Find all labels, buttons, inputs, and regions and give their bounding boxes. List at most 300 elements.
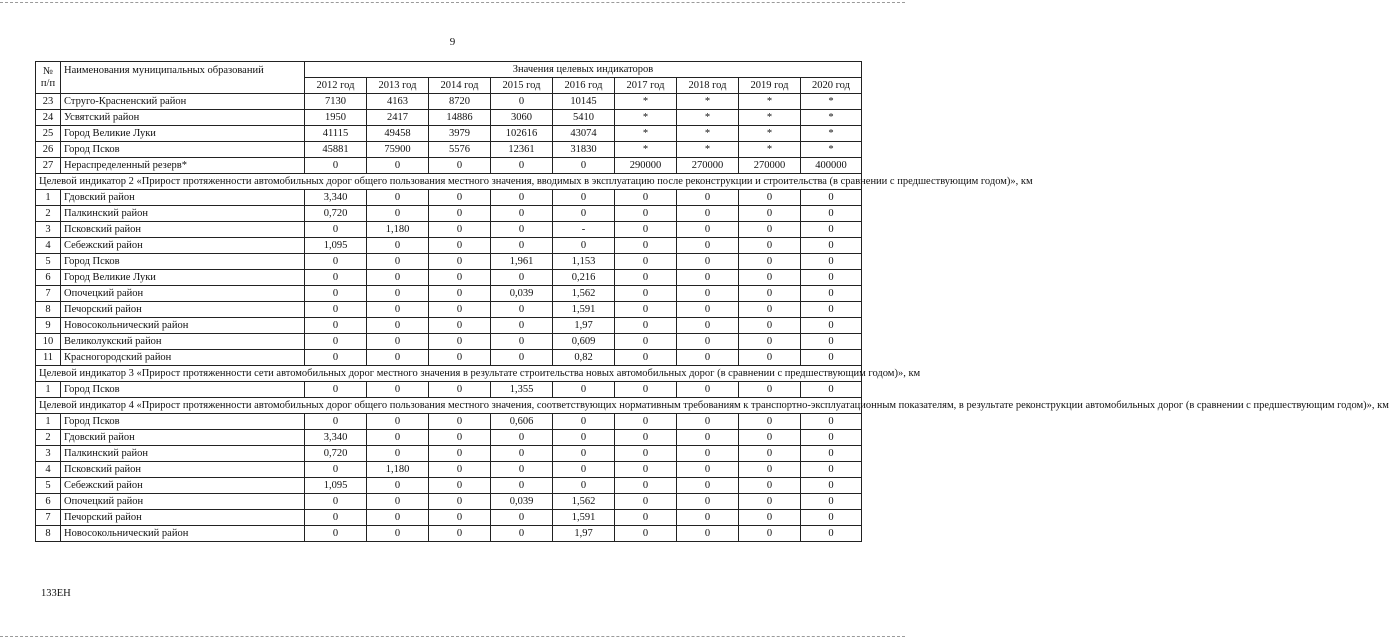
indicator-value: 0: [739, 414, 801, 430]
indicator-value: 0: [739, 286, 801, 302]
indicator-value: 0: [677, 286, 739, 302]
indicator-value: 0: [553, 158, 615, 174]
indicator-value: 0,039: [491, 286, 553, 302]
indicator-value: 0: [367, 414, 429, 430]
table-row: [36, 334, 862, 350]
indicator-value: 0: [801, 206, 862, 222]
indicator-value: 0: [491, 430, 553, 446]
municipality-name: Псковский район: [61, 462, 305, 478]
indicator-value: 0: [615, 446, 677, 462]
indicator-value: *: [801, 110, 862, 126]
indicator-value: *: [615, 142, 677, 158]
row-number: 3: [36, 446, 61, 462]
indicator-value: 0: [677, 478, 739, 494]
scan-edge-top: [0, 2, 905, 3]
indicator-value: 1,961: [491, 254, 553, 270]
indicator-value: 5410: [553, 110, 615, 126]
indicator-value: *: [677, 110, 739, 126]
indicator-value: 0: [553, 414, 615, 430]
indicator-value: 270000: [739, 158, 801, 174]
indicator-value: 0: [305, 382, 367, 398]
row-number: 1: [36, 190, 61, 206]
municipality-name: Опочецкий район: [61, 286, 305, 302]
indicator-value: 8720: [429, 94, 491, 110]
indicator-value: 0: [801, 430, 862, 446]
table-row: [36, 190, 862, 206]
indicator-value: 4163: [367, 94, 429, 110]
municipality-name: Город Псков: [61, 142, 305, 158]
row-number: 23: [36, 94, 61, 110]
indicator-value: 400000: [801, 158, 862, 174]
indicator-value: 0: [429, 350, 491, 366]
indicator-value: 0: [677, 510, 739, 526]
indicator-value: 5576: [429, 142, 491, 158]
indicator-value: *: [677, 142, 739, 158]
table-row: [36, 222, 862, 238]
indicator-value: 0: [367, 254, 429, 270]
municipality-name: Гдовский район: [61, 430, 305, 446]
header-year: 2017 год: [615, 78, 677, 94]
indicator-value: 0: [801, 190, 862, 206]
indicator-value: 0: [367, 446, 429, 462]
row-number: 10: [36, 334, 61, 350]
indicator-value: 1950: [305, 110, 367, 126]
indicator-value: 0: [429, 318, 491, 334]
indicator-value: 0: [677, 446, 739, 462]
row-number: 3: [36, 222, 61, 238]
table-row: [36, 254, 862, 270]
indicator-value: 0: [615, 414, 677, 430]
indicator-value: 2417: [367, 110, 429, 126]
section-title: Целевой индикатор 3 «Прирост протяженности сети автомобильных дорог местного значения в результате строительства новых автомобильных дорог (в сравнении с предшествующим годом)», км: [36, 366, 862, 382]
indicator-value: 0: [739, 446, 801, 462]
indicator-value: 0: [739, 222, 801, 238]
indicator-value: 0: [615, 526, 677, 542]
indicator-value: 0: [553, 430, 615, 446]
indicator-value: 0: [801, 302, 862, 318]
table-row: [36, 446, 862, 462]
row-number: 6: [36, 494, 61, 510]
indicator-value: 0: [305, 462, 367, 478]
indicator-value: 1,153: [553, 254, 615, 270]
indicator-value: 1,562: [553, 494, 615, 510]
indicator-value: 0: [305, 494, 367, 510]
indicator-value: 0: [491, 206, 553, 222]
indicator-value: 0: [739, 206, 801, 222]
indicator-value: 3979: [429, 126, 491, 142]
indicator-value: 1,97: [553, 318, 615, 334]
indicator-value: 0: [801, 382, 862, 398]
indicator-value: 0: [367, 494, 429, 510]
table-row: [36, 110, 862, 126]
header-year: 2020 год: [801, 78, 862, 94]
indicator-value: 0: [615, 270, 677, 286]
indicator-value: 0: [429, 382, 491, 398]
indicator-value: 0: [739, 494, 801, 510]
indicator-value: 0: [677, 238, 739, 254]
indicator-value: 0,82: [553, 350, 615, 366]
indicator-value: 1,591: [553, 510, 615, 526]
indicator-value: 0: [739, 254, 801, 270]
indicator-value: 0: [305, 334, 367, 350]
indicator-value: 0: [677, 430, 739, 446]
indicator-value: 0: [491, 302, 553, 318]
row-number: 2: [36, 206, 61, 222]
header-year: 2013 год: [367, 78, 429, 94]
indicator-value: 0: [305, 318, 367, 334]
row-number: 7: [36, 286, 61, 302]
indicator-value: 41115: [305, 126, 367, 142]
row-number: 9: [36, 318, 61, 334]
indicator-value: 102616: [491, 126, 553, 142]
indicator-value: 0: [429, 190, 491, 206]
indicator-value: 0: [801, 350, 862, 366]
municipality-name: Великолукский район: [61, 334, 305, 350]
indicator-value: 0: [615, 462, 677, 478]
indicator-value: 0: [615, 302, 677, 318]
indicator-value: 0: [429, 446, 491, 462]
indicator-value: 0: [367, 286, 429, 302]
indicator-value: 0: [429, 158, 491, 174]
table-row: [36, 126, 862, 142]
indicator-value: 0: [615, 350, 677, 366]
indicator-value: 1,591: [553, 302, 615, 318]
indicator-value: 0: [429, 334, 491, 350]
indicator-value: 0: [615, 334, 677, 350]
row-number: 5: [36, 478, 61, 494]
indicator-value: 0: [491, 350, 553, 366]
municipality-name: Город Великие Луки: [61, 270, 305, 286]
scan-edge-bottom: [0, 636, 905, 637]
indicator-value: 1,180: [367, 462, 429, 478]
indicator-value: 0: [615, 206, 677, 222]
indicator-value: 3,340: [305, 190, 367, 206]
indicator-value: 0: [615, 494, 677, 510]
municipality-name: Усвятский район: [61, 110, 305, 126]
table-row: [36, 238, 862, 254]
table-row: [36, 158, 862, 174]
indicator-value: 0: [429, 222, 491, 238]
indicator-value: 0: [801, 222, 862, 238]
indicator-value: 0: [615, 190, 677, 206]
indicator-value: 0: [677, 462, 739, 478]
municipality-name: Красногородский район: [61, 350, 305, 366]
indicator-value: 0: [677, 270, 739, 286]
indicator-value: 0: [491, 94, 553, 110]
indicator-value: *: [739, 126, 801, 142]
indicator-value: *: [677, 126, 739, 142]
indicator-value: 0: [739, 334, 801, 350]
indicator-value: 0: [553, 446, 615, 462]
header-year: 2014 год: [429, 78, 491, 94]
indicator-value: 0: [677, 414, 739, 430]
indicator-value: 0: [739, 302, 801, 318]
indicator-value: 0: [677, 494, 739, 510]
indicator-value: 0: [801, 286, 862, 302]
header-year: 2019 год: [739, 78, 801, 94]
indicator-value: 0: [305, 270, 367, 286]
indicator-value: 0: [615, 318, 677, 334]
indicator-value: 0,720: [305, 446, 367, 462]
indicator-value: 0: [305, 222, 367, 238]
row-number: 27: [36, 158, 61, 174]
indicators-table: [35, 61, 1389, 542]
table-row: [36, 478, 862, 494]
header-year: 2012 год: [305, 78, 367, 94]
indicator-value: 0: [491, 190, 553, 206]
indicator-value: 0: [491, 158, 553, 174]
indicator-value: 0: [305, 254, 367, 270]
indicator-value: 0: [429, 462, 491, 478]
row-number: 25: [36, 126, 61, 142]
municipality-name: Себежский район: [61, 238, 305, 254]
indicator-value: 75900: [367, 142, 429, 158]
row-number: 7: [36, 510, 61, 526]
indicator-value: 1,095: [305, 238, 367, 254]
indicator-value: 0: [367, 318, 429, 334]
indicator-value: 0: [553, 206, 615, 222]
municipality-name: Гдовский район: [61, 190, 305, 206]
header-year: 2018 год: [677, 78, 739, 94]
indicator-value: 0: [801, 238, 862, 254]
row-number: 11: [36, 350, 61, 366]
indicator-value: 0: [553, 190, 615, 206]
indicator-value: 10145: [553, 94, 615, 110]
table-row: [36, 382, 862, 398]
indicator-value: 0,720: [305, 206, 367, 222]
table-body: [36, 94, 1389, 542]
indicator-value: *: [801, 94, 862, 110]
indicator-value: 43074: [553, 126, 615, 142]
indicator-value: 0: [615, 222, 677, 238]
indicator-value: *: [615, 126, 677, 142]
indicator-value: 0: [801, 446, 862, 462]
indicator-value: 0: [367, 334, 429, 350]
indicator-value: 0: [429, 286, 491, 302]
indicator-value: 0: [367, 206, 429, 222]
indicator-value: 0: [553, 238, 615, 254]
indicator-value: 3060: [491, 110, 553, 126]
indicator-value: 0,606: [491, 414, 553, 430]
indicator-value: 0: [429, 254, 491, 270]
indicator-value: 1,180: [367, 222, 429, 238]
section-title-row: [36, 398, 862, 414]
municipality-name: Город Псков: [61, 382, 305, 398]
indicator-value: 45881: [305, 142, 367, 158]
indicator-value: 0: [615, 510, 677, 526]
indicator-value: 0: [305, 286, 367, 302]
table-row: [36, 414, 862, 430]
indicator-value: 0,216: [553, 270, 615, 286]
indicator-value: 0: [491, 238, 553, 254]
indicator-value: 0: [429, 526, 491, 542]
indicator-value: 7130: [305, 94, 367, 110]
indicator-value: 0: [615, 382, 677, 398]
table-row: [36, 350, 862, 366]
municipality-name: Новосокольнический район: [61, 318, 305, 334]
indicator-value: *: [615, 94, 677, 110]
indicator-value: 0: [677, 190, 739, 206]
municipality-name: Печорский район: [61, 302, 305, 318]
indicator-value: 0: [491, 222, 553, 238]
indicator-value: 0: [367, 478, 429, 494]
table-row: [36, 430, 862, 446]
header-name: Наименования муниципальных образований: [61, 62, 305, 94]
indicator-value: 0: [801, 254, 862, 270]
indicator-value: 31830: [553, 142, 615, 158]
indicator-value: 0: [429, 302, 491, 318]
indicator-value: 270000: [677, 158, 739, 174]
municipality-name: Нераспределенный резерв*: [61, 158, 305, 174]
indicator-value: 0,609: [553, 334, 615, 350]
table-row: [36, 526, 862, 542]
indicator-value: 0: [615, 254, 677, 270]
indicator-value: 0: [429, 414, 491, 430]
indicator-value: 0: [491, 462, 553, 478]
indicator-value: 0: [491, 478, 553, 494]
indicator-value: 49458: [367, 126, 429, 142]
indicator-value: 0: [739, 238, 801, 254]
municipality-name: Опочецкий район: [61, 494, 305, 510]
indicator-value: *: [615, 110, 677, 126]
row-number: 6: [36, 270, 61, 286]
indicator-value: 0: [615, 286, 677, 302]
row-number: 1: [36, 414, 61, 430]
indicator-value: 0: [615, 430, 677, 446]
indicator-value: 0: [677, 254, 739, 270]
table-row: [36, 206, 862, 222]
row-number: 4: [36, 238, 61, 254]
indicator-value: 1,095: [305, 478, 367, 494]
indicator-value: 0: [739, 478, 801, 494]
indicator-value: 0: [429, 494, 491, 510]
indicator-value: 0: [801, 334, 862, 350]
indicator-value: 0: [801, 414, 862, 430]
indicator-value: 1,562: [553, 286, 615, 302]
indicator-value: 290000: [615, 158, 677, 174]
indicator-value: 0: [367, 190, 429, 206]
row-number: 2: [36, 430, 61, 446]
indicator-value: 0: [367, 430, 429, 446]
header-year: 2016 год: [553, 78, 615, 94]
indicator-value: 0: [739, 430, 801, 446]
indicator-value: 0: [615, 238, 677, 254]
indicator-value: 0: [677, 382, 739, 398]
indicator-value: 0: [677, 318, 739, 334]
indicator-value: 0: [801, 510, 862, 526]
indicator-value: 14886: [429, 110, 491, 126]
table-row: [36, 462, 862, 478]
row-number: 24: [36, 110, 61, 126]
indicator-value: 0: [553, 478, 615, 494]
indicator-value: 0: [429, 510, 491, 526]
indicator-value: 0: [491, 334, 553, 350]
section-title: Целевой индикатор 2 «Прирост протяженности автомобильных дорог общего пользования местного значения, вводимых в эксплуатацию после реконструкции и строительства (в сравнении с предшествующим годом)», км: [36, 174, 862, 190]
municipality-name: Себежский район: [61, 478, 305, 494]
indicator-value: 0: [801, 526, 862, 542]
indicator-value: 0: [305, 510, 367, 526]
municipality-name: Палкинский район: [61, 446, 305, 462]
indicator-value: 0: [491, 526, 553, 542]
indicator-value: 0: [801, 478, 862, 494]
municipality-name: Новосокольнический район: [61, 526, 305, 542]
indicator-value: 0: [305, 158, 367, 174]
table-row: [36, 142, 862, 158]
indicator-value: 0: [367, 382, 429, 398]
indicator-value: 0: [367, 510, 429, 526]
row-number: 4: [36, 462, 61, 478]
section-title-row: [36, 366, 862, 382]
indicator-value: 0: [677, 222, 739, 238]
indicator-value: 1,97: [553, 526, 615, 542]
indicator-value: 0: [367, 158, 429, 174]
indicator-value: *: [801, 142, 862, 158]
indicator-value: 0: [429, 270, 491, 286]
indicator-value: 0: [801, 462, 862, 478]
municipality-name: Псковский район: [61, 222, 305, 238]
indicator-value: 0: [367, 350, 429, 366]
indicator-value: 0: [367, 302, 429, 318]
section-title: Целевой индикатор 4 «Прирост протяженности автомобильных дорог общего пользования местного значения, соответствующих нормативным требованиям к транспортно-эксплуатационным показателям, в результате реконструкции автомобильных дорог (в сравнении с предшествующим годом)», км: [36, 398, 862, 414]
indicator-value: *: [801, 126, 862, 142]
municipality-name: Палкинский район: [61, 206, 305, 222]
indicator-value: *: [739, 94, 801, 110]
indicator-value: 0: [429, 206, 491, 222]
indicator-value: 0: [739, 270, 801, 286]
indicator-value: 0: [801, 318, 862, 334]
indicator-value: 0: [367, 270, 429, 286]
indicator-value: 0: [677, 334, 739, 350]
indicator-value: -: [553, 222, 615, 238]
indicator-value: 0: [677, 206, 739, 222]
indicator-value: 0: [677, 526, 739, 542]
header-num: № п/п: [36, 62, 61, 94]
section-title-row: [36, 174, 862, 190]
indicator-value: 0: [367, 238, 429, 254]
municipality-name: Город Псков: [61, 254, 305, 270]
table-row: [36, 494, 862, 510]
table-row: [36, 286, 862, 302]
indicator-value: *: [739, 142, 801, 158]
indicator-value: 0: [739, 318, 801, 334]
indicator-value: 3,340: [305, 430, 367, 446]
indicator-value: 0: [739, 510, 801, 526]
indicator-value: *: [739, 110, 801, 126]
indicator-value: 0: [305, 302, 367, 318]
indicator-value: 0,039: [491, 494, 553, 510]
indicator-value: 0: [739, 382, 801, 398]
municipality-name: Печорский район: [61, 510, 305, 526]
indicator-value: 0: [553, 382, 615, 398]
indicator-value: 0: [429, 430, 491, 446]
indicator-value: 0: [491, 446, 553, 462]
indicator-value: 0: [615, 478, 677, 494]
indicator-value: 0: [367, 526, 429, 542]
table-row: [36, 318, 862, 334]
row-number: 26: [36, 142, 61, 158]
indicator-value: 0: [429, 478, 491, 494]
indicator-value: 12361: [491, 142, 553, 158]
footer-code: 133ЕН: [41, 588, 71, 599]
indicator-value: 0: [677, 350, 739, 366]
indicator-value: 0: [305, 414, 367, 430]
indicator-value: 0: [739, 462, 801, 478]
indicator-value: 0: [739, 350, 801, 366]
indicator-value: 0: [677, 302, 739, 318]
row-number: 8: [36, 302, 61, 318]
indicator-value: 0: [553, 462, 615, 478]
row-number: 8: [36, 526, 61, 542]
